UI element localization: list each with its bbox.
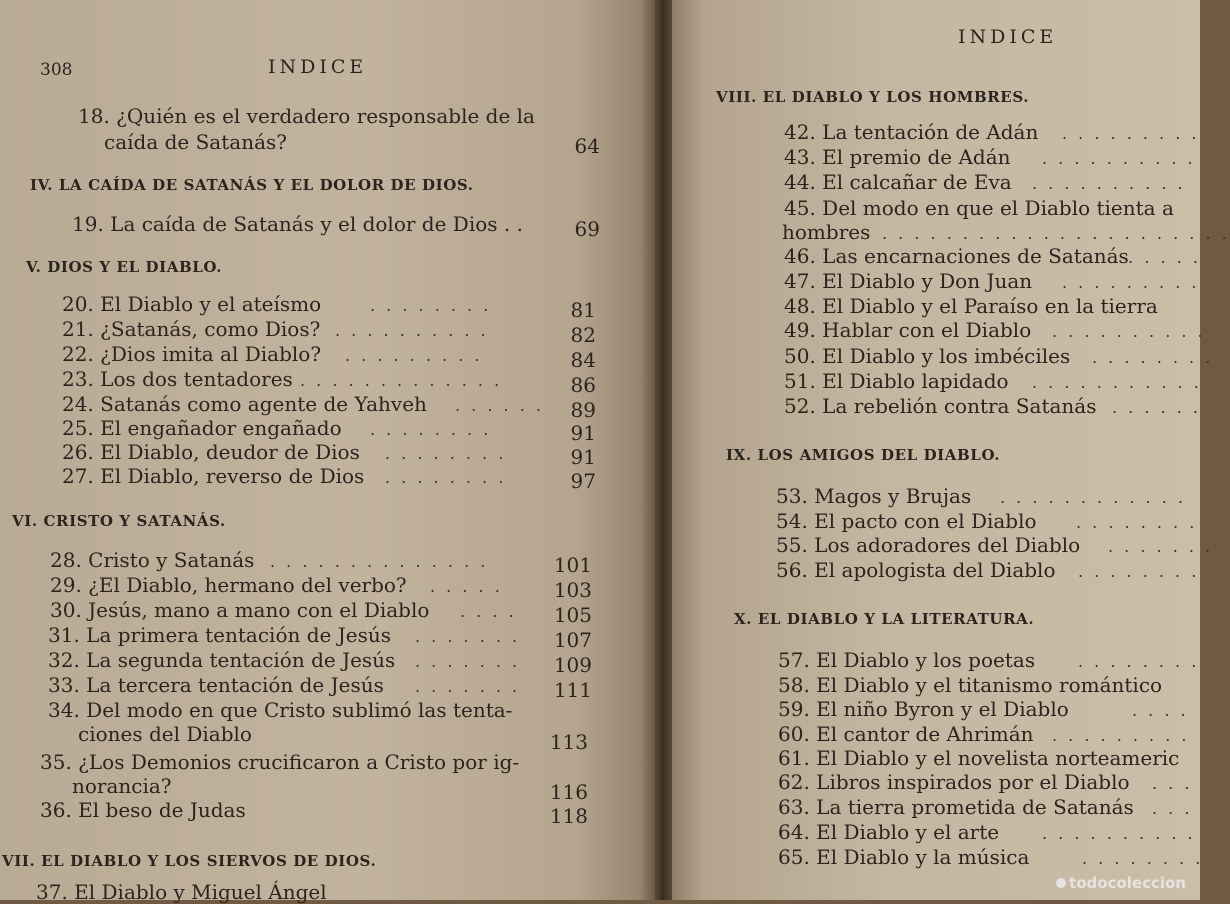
leader-dots: . . . . . . . . . [1052,726,1190,745]
running-head: INDICE [268,56,368,78]
toc-entry-63: 63. La tierra prometida de Satanás [778,795,1134,819]
toc-entry-53: 53. Magos y Brujas [776,484,972,508]
toc-entry-47: 47. El Diablo y Don Juan [784,269,1033,293]
toc-entry-20-page: 81 [570,298,596,322]
toc-entry-37: 37. El Diablo y Miguel Ángel [36,880,327,904]
toc-entry-18-line2: caída de Satanás? [104,130,287,154]
leader-dots: . . . . . . . [415,627,521,646]
toc-entry-35-line2: norancia? [72,774,172,798]
leader-dots: . . . . . . . . [1092,348,1214,367]
watermark-text: todocoleccion [1069,874,1186,892]
toc-entry-45-line1: 45. Del modo en que el Diablo tienta a [784,196,1174,220]
leader-dots: . . . . . [430,577,503,596]
toc-entry-33-page: 111 [553,678,592,702]
toc-entry-45-line2: hombres [782,220,871,244]
toc-entry-23: 23. Los dos tentadores [62,367,293,391]
toc-entry-36: 36. El beso de Judas [40,798,246,822]
toc-entry-25-page: 91 [570,421,596,445]
toc-entry-34-page: 113 [549,730,588,754]
toc-entry-28-page: 101 [553,553,592,577]
leader-dots: . . . . . . . [1108,537,1214,556]
leader-dots: . . . . . . . . . . . . [1000,488,1186,507]
toc-entry-59: 59. El niño Byron y el Diablo [778,697,1069,721]
toc-entry-28: 28. Cristo y Satanás [50,548,255,572]
toc-entry-24: 24. Satanás como agente de Yahveh [62,392,427,416]
toc-entry-26-page: 91 [570,445,596,469]
leader-dots: . . . . . . . . [1078,652,1200,671]
toc-entry-23-page: 86 [570,373,596,397]
toc-entry-57: 57. El Diablo y los poetas [778,648,1036,672]
toc-entry-62: 62. Libros inspirados por el Diablo [778,770,1130,794]
leader-dots: . . . . [460,602,517,621]
running-head: INDICE [958,26,1058,48]
toc-entry-25: 25. El engañador engañado [62,416,342,440]
leader-dots: . . . . . . . . [370,296,492,315]
toc-entry-22-page: 84 [570,348,596,372]
toc-entry-64: 64. El Diablo y el arte [778,820,1000,844]
toc-entry-36-page: 118 [549,804,588,828]
leader-dots: . . . . . . . . . [1062,124,1200,143]
leader-dots: . . . [1152,799,1193,818]
toc-entry-27: 27. El Diablo, reverso de Dios [62,464,365,488]
toc-entry-30-page: 105 [553,603,592,627]
toc-entry-50: 50. El Diablo y los imbéciles [784,344,1071,368]
toc-entry-26: 26. El Diablo, deudor de Dios [62,440,360,464]
section-heading-ix: IX. LOS AMIGOS DEL DIABLO. [726,446,1001,464]
toc-entry-20: 20. El Diablo y el ateísmo [62,292,322,316]
toc-entry-27-page: 97 [570,469,596,493]
leader-dots: . . . . [1132,701,1189,720]
section-heading-viii: VIII. EL DIABLO Y LOS HOMBRES. [716,88,1030,106]
toc-entry-22: 22. ¿Dios imita al Diablo? [62,342,322,366]
toc-entry-21: 21. ¿Satanás, como Dios? [62,317,321,341]
toc-entry-35-page: 116 [549,780,588,804]
leader-dots: . . . . . . . . . . [1052,322,1206,341]
section-heading-iv: IV. LA CAÍDA DE SATANÁS Y EL DOLOR DE DIOS. [30,176,474,194]
leader-dots: . . . . . . [455,396,544,415]
leader-dots: . . . . . . . . . . [1032,174,1186,193]
toc-entry-21-page: 82 [570,323,596,347]
leader-dots: . . . . . . . . [370,420,492,439]
toc-entry-29-page: 103 [553,578,592,602]
watermark [1056,874,1186,892]
leader-dots: . . . . . . . . . . [1042,149,1196,168]
leader-dots: . . . [1152,774,1193,793]
right-page [672,0,1230,900]
leader-dots: . . . . . . . . . . . . . . [270,552,489,571]
toc-entry-29: 29. ¿El Diablo, hermano del verbo? [50,573,407,597]
toc-entry-31-page: 107 [553,628,592,652]
leader-dots: . . . . . . [1112,248,1201,267]
toc-entry-43: 43. El premio de Adán [784,145,1011,169]
toc-entry-33: 33. La tercera tentación de Jesús [48,673,384,697]
leader-dots: . . . . . . . . . . . [1032,373,1202,392]
leader-dots: . . . . . . . . . . . . . . . . . . . . . . [882,224,1230,243]
leader-dots: . . . . . . . . . . [1042,824,1196,843]
section-heading-v: V. DIOS Y EL DIABLO. [26,258,223,276]
watermark-logo-icon [1056,878,1066,888]
leader-dots: . . . . . . . . . . . . . [300,371,503,390]
toc-entry-48: 48. El Diablo y el Paraíso en la tierra [784,294,1158,318]
toc-entry-55: 55. Los adoradores del Diablo [776,533,1081,557]
toc-entry-24-page: 89 [570,398,596,422]
leader-dots: . . . . . . [1112,398,1201,417]
toc-entry-19-page: 69 [574,217,600,241]
toc-entry-52: 52. La rebelión contra Satanás [784,394,1097,418]
toc-entry-61: 61. El Diablo y el novelista norteameric [778,746,1180,770]
toc-entry-19: 19. La caída de Satanás y el dolor de Dios . . [72,212,523,236]
leader-dots: . . . . . . . . . [345,346,483,365]
toc-entry-18-line1: 18. ¿Quién es el verdadero responsable de la [78,104,535,128]
leader-dots: . . . . . . . . . [1062,273,1200,292]
toc-entry-35-line1: 35. ¿Los Demonios crucificaron a Cristo por ig- [40,750,520,774]
toc-entry-60: 60. El cantor de Ahrimán [778,722,1034,746]
toc-entry-32-page: 109 [553,653,592,677]
leader-dots: . . . . . . . . [385,444,507,463]
section-heading-x: X. EL DIABLO Y LA LITERATURA. [734,610,1035,628]
section-heading-vii: VII. EL DIABLO Y LOS SIERVOS DE DIOS. [2,852,377,870]
toc-entry-44: 44. El calcañar de Eva [784,170,1012,194]
toc-entry-42: 42. La tentación de Adán [784,120,1039,144]
toc-entry-31: 31. La primera tentación de Jesús [48,623,391,647]
toc-entry-49: 49. Hablar con el Diablo [784,318,1032,342]
page-number: 308 [40,60,73,80]
toc-entry-58: 58. El Diablo y el titanismo romántico [778,673,1163,697]
toc-entry-30: 30. Jesús, mano a mano con el Diablo [50,598,430,622]
toc-entry-34-line2: ciones del Diablo [78,722,252,746]
leader-dots: . . . . . . . [415,652,521,671]
toc-entry-32: 32. La segunda tentación de Jesús [48,648,396,672]
toc-entry-51: 51. El Diablo lapidado [784,369,1009,393]
toc-entry-46: 46. Las encarnaciones de Satanás [784,244,1129,268]
leader-dots: . . . . . . . . [1078,562,1200,581]
leader-dots: . . . . . . . . [385,468,507,487]
toc-entry-18-page: 64 [574,134,600,158]
toc-entry-34-line1: 34. Del modo en que Cristo sublimó las tenta- [48,698,513,722]
toc-entry-65: 65. El Diablo y la música [778,845,1030,869]
leader-dots: . . . . . . . . . . [335,321,489,340]
toc-entry-54: 54. El pacto con el Diablo [776,509,1037,533]
leader-dots: . . . . . . . . [1076,513,1198,532]
leader-dots: . . . . . . . . [1082,849,1204,868]
leader-dots: . . . . . . . [415,677,521,696]
section-heading-vi: VI. CRISTO Y SATANÁS. [12,512,226,530]
toc-entry-56: 56. El apologista del Diablo [776,558,1056,582]
